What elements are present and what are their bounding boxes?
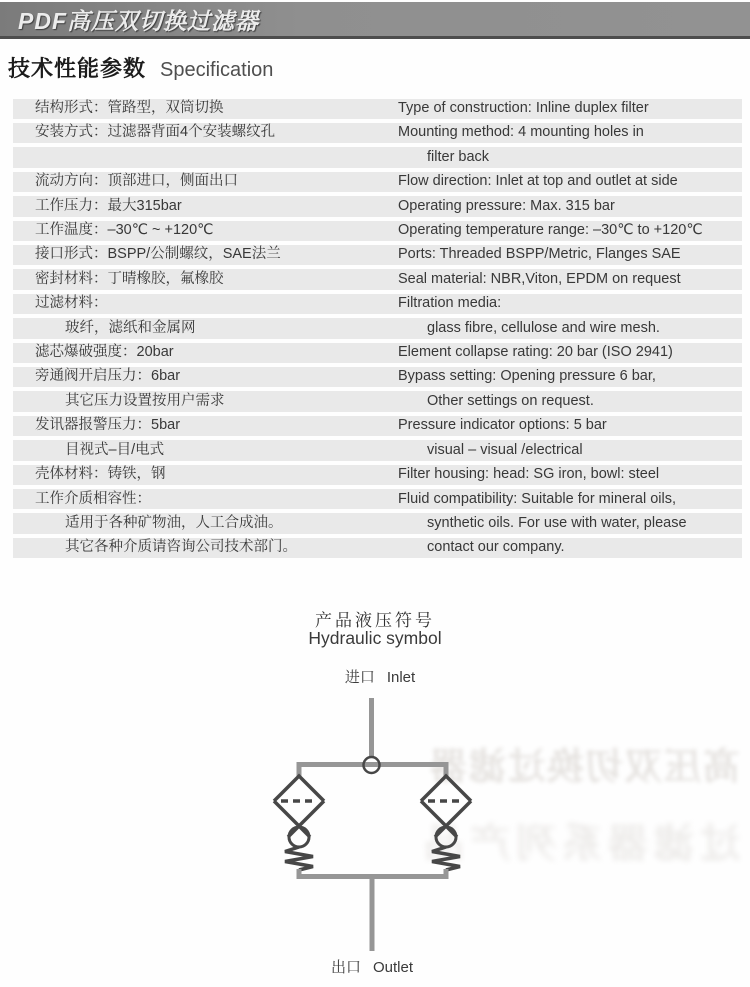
spec-text-english: filter back	[427, 148, 490, 165]
filter-diamond-seat-right	[421, 801, 471, 837]
spec-text-english: Filter housing: head: SG iron, bowl: steel	[398, 466, 660, 483]
spec-text-english: Pressure indicator options: 5 bar	[398, 417, 607, 434]
spec-text-chinese: 过滤材料：	[35, 295, 108, 312]
spec-text-english: Type of construction: Inline duplex filter	[398, 100, 649, 116]
spec-text-english: Filtration media:	[398, 295, 502, 312]
filter-diamond-top-left	[274, 776, 324, 801]
spec-row	[0, 242, 750, 266]
spec-text-chinese: 工作压力：最大315bar	[35, 197, 182, 214]
spec-text-english: Other settings on request.	[427, 392, 594, 409]
spec-row	[0, 169, 750, 193]
spec-row	[0, 389, 750, 413]
spec-row	[0, 535, 750, 559]
spec-row	[0, 218, 750, 242]
bleedthrough-text-line2: 过滤器系列产品	[418, 822, 740, 866]
row-background-band	[13, 147, 742, 167]
section-title-zh: 技术性能参数	[8, 56, 147, 81]
spec-text-chinese: 其它各种介质请咨询公司技术部门。	[65, 539, 297, 556]
spec-row	[0, 96, 750, 120]
page-header-bar	[0, 2, 750, 39]
spec-text-chinese: 目视式–目/电式	[65, 441, 165, 458]
filter-branch-left	[274, 776, 324, 870]
spec-row	[0, 291, 750, 315]
spec-row	[0, 413, 750, 437]
spec-text-english: visual – visual /electrical	[427, 441, 583, 458]
section-heading	[8, 52, 273, 83]
spec-row	[0, 487, 750, 511]
spec-text-english: Flow direction: Inlet at top and outlet at side	[398, 173, 678, 190]
outlet-label	[240, 956, 504, 977]
spec-row	[0, 340, 750, 364]
spec-text-english: Mounting method: 4 mounting holes in	[398, 124, 644, 141]
spec-row	[0, 120, 750, 144]
spec-text-english: Fluid compatibility: Suitable for mineral oils,	[398, 490, 677, 507]
bottom-bus-pipe	[299, 869, 446, 877]
spec-row	[0, 267, 750, 291]
spec-text-chinese: 适用于各种矿物油，人工合成油。	[65, 514, 283, 531]
spec-text-english: Element collapse rating: 20 bar (ISO 2941)	[398, 344, 673, 361]
spec-text-chinese: 安装方式：过滤器背面4个安装螺纹孔	[35, 124, 276, 141]
spec-text-chinese: 接口形式：BSPP/公制螺纹，SAE法兰	[35, 246, 281, 263]
spec-text-chinese: 工作温度：–30℃ ~ +120℃	[35, 222, 214, 239]
hydraulic-symbol-diagram	[240, 690, 520, 956]
spec-text-chinese: 其它压力设置按用户需求	[65, 392, 225, 409]
spec-text-english: synthetic oils. For use with water, please	[427, 514, 687, 531]
spec-text-english: glass fibre, cellulose and wire mesh.	[427, 319, 660, 336]
spec-text-english: Bypass setting: Opening pressure 6 bar,	[398, 368, 656, 385]
spec-text-chinese: 滤芯爆破强度：20bar	[35, 344, 174, 361]
section-title-en: Specification	[160, 59, 274, 81]
page-title: PDF高压双切换过滤器	[18, 7, 259, 34]
spec-row	[0, 316, 750, 340]
spec-text-english: Ports: Threaded BSPP/Metric, Flanges SAE	[398, 246, 681, 263]
spec-text-chinese: 流动方向：顶部进口，侧面出口	[35, 173, 238, 190]
spec-text-english: Operating pressure: Max. 315 bar	[398, 197, 615, 214]
diagram-title-zh: 产品液压符号	[315, 611, 435, 630]
bleedthrough-text-line1: 高压双切换过滤器	[428, 746, 740, 787]
spec-text-chinese: 结构形式：管路型，双筒切换	[35, 100, 224, 116]
spec-row	[0, 438, 750, 462]
spring-symbol-left	[285, 847, 313, 870]
spec-text-chinese: 壳体材料：铸铁，钢	[35, 466, 166, 483]
filter-diamond-seat-left	[274, 801, 324, 837]
spec-text-chinese: 工作介质相容性：	[35, 490, 151, 507]
spec-row	[0, 462, 750, 486]
spec-text-english: contact our company.	[427, 539, 565, 556]
spec-text-chinese: 玻纤，滤纸和金属网	[65, 319, 196, 336]
top-bus-pipe	[299, 765, 446, 779]
row-background-band	[13, 294, 742, 314]
outlet-label-en: Outlet	[372, 959, 414, 976]
inlet-label	[250, 666, 510, 687]
spec-text-chinese: 发讯器报警压力：5bar	[35, 417, 181, 434]
spring-symbol-right	[432, 847, 460, 870]
spec-row	[0, 194, 750, 218]
filter-branch-right	[421, 776, 471, 870]
spec-row	[0, 511, 750, 535]
ball-check-valve-left	[289, 827, 309, 847]
spec-text-english: Seal material: NBR,Viton, EPDM on request	[398, 270, 681, 287]
spec-text-chinese: 旁通阀开启压力：6bar	[35, 368, 181, 385]
outlet-label-zh: 出口	[330, 959, 361, 976]
spec-row	[0, 145, 750, 169]
filter-diamond-top-right	[421, 776, 471, 801]
spec-text-english: Operating temperature range: –30℃ to +120℃	[398, 222, 703, 239]
spec-text-chinese: 密封材料：丁晴橡胶，氟橡胶	[35, 270, 224, 287]
ball-check-valve-right	[436, 827, 456, 847]
inlet-label-zh: 进口	[344, 669, 375, 686]
diagram-title-en: Hydraulic symbol	[308, 628, 442, 648]
spec-row	[0, 364, 750, 388]
specification-table	[0, 96, 750, 560]
inlet-label-en: Inlet	[386, 669, 416, 686]
